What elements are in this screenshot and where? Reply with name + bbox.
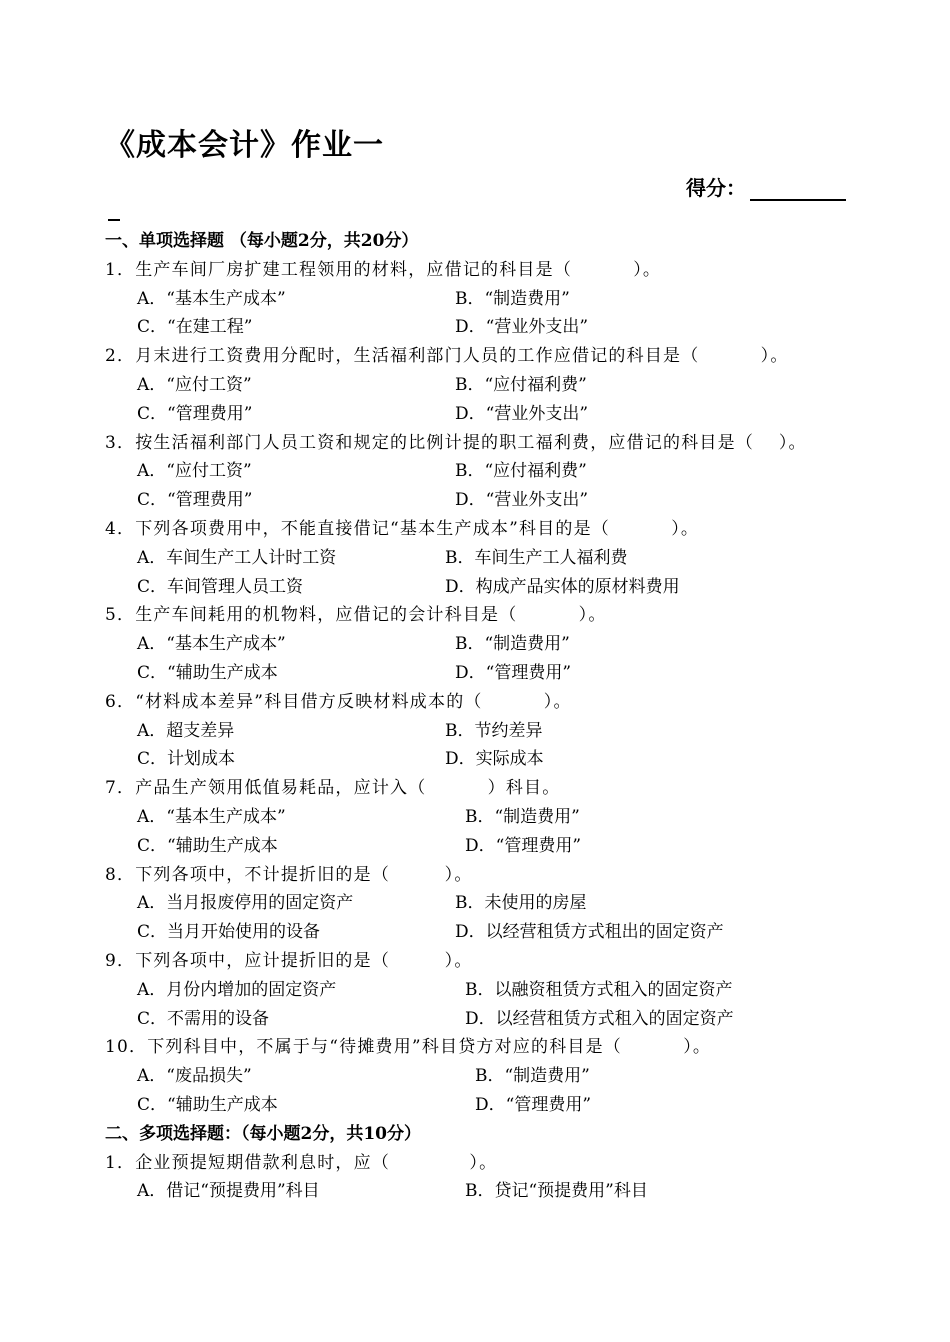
option: D．实际成本 <box>445 749 544 770</box>
option: B．“制造费用” <box>475 1066 590 1087</box>
question-text: 1．生产车间厂房扩建工程领用的材料，应借记的科目是（ ）。 <box>105 259 662 280</box>
question-text: 3．按生活福利部门人员工资和规定的比例计提的职工福利费，应借记的科目是（ ）。 <box>105 432 807 453</box>
question-text: 1．企业预提短期借款利息时，应（ ）。 <box>105 1152 498 1173</box>
options-row <box>105 1091 850 1120</box>
option: C．“在建工程” <box>137 317 253 338</box>
option: C．“辅助生产成本 <box>137 1094 278 1115</box>
section-heading: 一、单项选择题 （每小题2分，共20分） <box>105 231 419 251</box>
option: D．“营业外支出” <box>455 403 589 424</box>
option: B．以融资租赁方式租入的固定资产 <box>465 979 733 1000</box>
options-row <box>105 659 850 688</box>
options-row <box>105 544 850 573</box>
option: B．未使用的房屋 <box>455 893 587 914</box>
options-row <box>105 371 850 400</box>
option: A．车间生产工人计时工资 <box>137 547 337 568</box>
option: A．“基本生产成本” <box>137 634 286 655</box>
options-row <box>105 1177 850 1206</box>
question-text: 10．下列科目中，不属于与“待摊费用”科目贷方对应的科目是（ ）。 <box>105 1037 712 1058</box>
options-row <box>105 717 850 746</box>
option: A．当月报废停用的固定资产 <box>137 893 354 914</box>
option: D．“营业外支出” <box>455 317 589 338</box>
question-text: 7．产品生产领用低值易耗品，应计入（ ）科目。 <box>105 778 561 799</box>
option: B．车间生产工人福利费 <box>445 547 628 568</box>
option: A．“应付工资” <box>137 374 252 395</box>
score-blank <box>750 177 846 201</box>
option: B．“制造费用” <box>465 806 580 827</box>
stray-dash <box>108 219 120 221</box>
options-row <box>105 630 850 659</box>
worksheet-content <box>105 227 850 1206</box>
option: A．“废品损失” <box>137 1066 252 1087</box>
option: C．当月开始使用的设备 <box>137 922 321 943</box>
option: B．“制造费用” <box>455 288 570 309</box>
option: C．“管理费用” <box>137 490 253 511</box>
option: C．“管理费用” <box>137 403 253 424</box>
option: C．“辅助生产成本 <box>137 662 278 683</box>
options-row <box>105 918 850 947</box>
option: A．月份内增加的固定资产 <box>137 979 337 1000</box>
question-text: 5．生产车间耗用的机物料，应借记的会计科目是（ ）。 <box>105 605 607 626</box>
option: D．“营业外支出” <box>455 490 589 511</box>
question-text: 6．“材料成本差异”科目借方反映材料成本的（ ）。 <box>105 691 572 712</box>
option: D．“管理费用” <box>465 835 582 856</box>
options-row <box>105 832 850 861</box>
options-row <box>105 486 850 515</box>
score-label: 得分： <box>686 176 746 200</box>
option: A．“应付工资” <box>137 461 252 482</box>
option: A．“基本生产成本” <box>137 288 286 309</box>
option: D．“管理费用” <box>455 662 572 683</box>
option: D．构成产品实体的原材料费用 <box>445 576 680 597</box>
option: B．“应付福利费” <box>455 374 587 395</box>
options-row <box>105 889 850 918</box>
option: D．“管理费用” <box>475 1094 592 1115</box>
option: A．借记“预提费用”科目 <box>137 1181 320 1202</box>
options-row <box>105 285 850 314</box>
option: C．计划成本 <box>137 749 236 770</box>
options-row <box>105 1005 850 1034</box>
options-row <box>105 803 850 832</box>
section-heading: 二、多项选择题：（每小题2分，共10分） <box>105 1123 421 1144</box>
options-row <box>105 457 850 486</box>
page-title: 《成本会计》作业一 <box>105 128 384 163</box>
options-row <box>105 976 850 1005</box>
option: C．“辅助生产成本 <box>137 835 278 856</box>
score-field <box>686 172 846 201</box>
options-row <box>105 573 850 602</box>
option: B．贷记“预提费用”科目 <box>465 1181 648 1202</box>
options-row <box>105 400 850 429</box>
option: D．以经营租赁方式租入的固定资产 <box>465 1008 734 1029</box>
option: B．“应付福利费” <box>455 461 587 482</box>
option: D．以经营租赁方式租出的固定资产 <box>455 922 724 943</box>
question-text: 8．下列各项中，不计提折旧的是（ ）。 <box>105 864 473 885</box>
option: C．不需用的设备 <box>137 1008 270 1029</box>
options-row <box>105 313 850 342</box>
option: B．“制造费用” <box>455 634 570 655</box>
option: C．车间管理人员工资 <box>137 576 304 597</box>
option: A．超支差异 <box>137 720 235 741</box>
option: B．节约差异 <box>445 720 543 741</box>
options-row <box>105 745 850 774</box>
options-row <box>105 1062 850 1091</box>
question-text: 9．下列各项中，应计提折旧的是（ ）。 <box>105 950 473 971</box>
question-text: 2．月末进行工资费用分配时，生活福利部门人员的工作应借记的科目是（ ）。 <box>105 346 789 367</box>
option: A．“基本生产成本” <box>137 806 286 827</box>
question-text: 4．下列各项费用中，不能直接借记“基本生产成本”科目的是（ ）。 <box>105 518 700 539</box>
